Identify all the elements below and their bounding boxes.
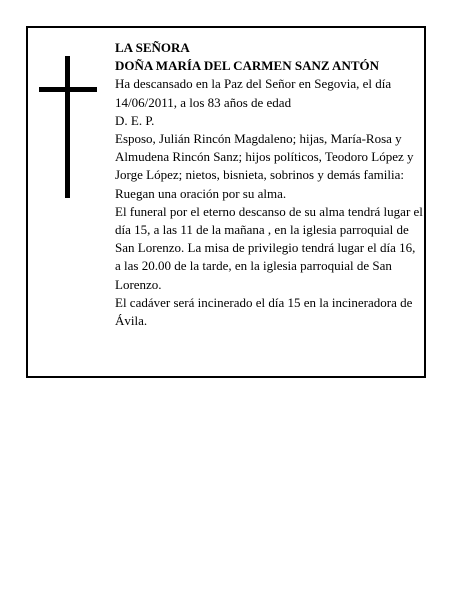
cross-horizontal-bar	[39, 87, 97, 92]
family-list: Esposo, Julián Rincón Magdaleno; hijas, María-Rosa y Almudena Rincón Sanz; hijos políticos, Teodoro López y Jorge López; nietos, bisnieta, sobrinos y demás familia:	[115, 131, 414, 183]
deceased-name: DOÑA MARÍA DEL CARMEN SANZ ANTÓN	[115, 58, 379, 74]
rest-in-peace: D. E. P.	[115, 112, 155, 128]
funeral-details: El funeral por el eterno descanso de su alma tendrá lugar el día 15, a las 11 de la mañana , en la iglesia parroquial de San Lorenzo. La misa de privilegio tendrá lugar el día 16, a las 20.00 de la tarde, en la iglesia parroquial de San Lorenzo.	[115, 203, 423, 292]
cross-vertical-bar	[65, 56, 70, 198]
prayer-request: Ruegan una oración por su alma.	[115, 185, 287, 201]
notice-title: LA SEÑORA	[115, 40, 190, 55]
death-announcement: Ha descansado en la Paz del Señor en Segovia, el día 14/06/2011, a los 83 años de edad	[115, 76, 392, 110]
cremation-details: El cadáver será incinerado el día 15 en la incineradora de Ávila.	[115, 294, 413, 329]
latin-cross-icon	[39, 56, 97, 198]
obituary-text	[115, 39, 423, 330]
obituary-notice	[26, 26, 426, 378]
